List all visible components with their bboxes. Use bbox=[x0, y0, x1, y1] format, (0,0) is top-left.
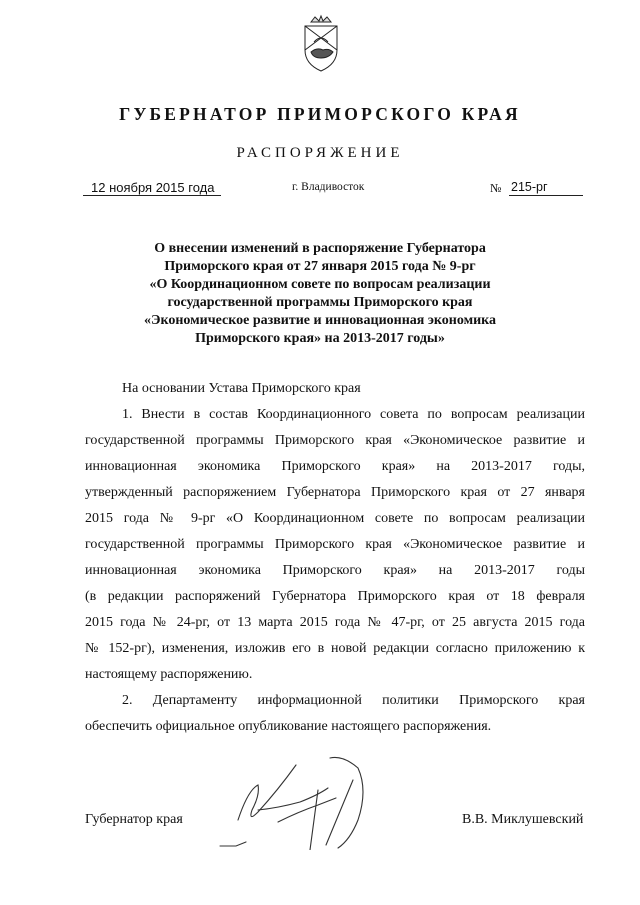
handwritten-signature bbox=[218, 750, 408, 850]
heading-line: О внесении изменений в распоряжение Губернатора bbox=[154, 241, 486, 256]
item-1-line: настоящему распоряжению. bbox=[85, 667, 253, 682]
governor-title: ГУБЕРНАТОР ПРИМОРСКОГО КРАЯ bbox=[119, 104, 521, 124]
item-2-line: 2. Департаменту информационной политики Приморского края bbox=[122, 693, 585, 708]
item-1-line: 2015 года № 24-рг, от 13 марта 2015 года № 47-рг, от 25 августа 2015 года bbox=[85, 615, 585, 630]
item-1-line: утвержденный распоряжением Губернатора Приморского края от 27 января bbox=[85, 485, 585, 500]
heading-line: «Экономическое развитие и инновационная экономика bbox=[143, 313, 497, 328]
item-1-line: государственной программы Приморского края «Экономическое развитие и bbox=[85, 433, 585, 448]
item-1-line: 2015 года № 9-рг «О Координационном совете по вопросам реализации bbox=[85, 511, 585, 526]
item-1-line: инновационная экономика Приморского края» на 2013-2017 годы, bbox=[85, 459, 585, 474]
basis-paragraph bbox=[85, 376, 585, 402]
document-city: г. Владивосток bbox=[292, 181, 365, 193]
document-date: 12 ноября 2015 года bbox=[83, 180, 221, 196]
signatory-position: Губернатор края bbox=[85, 812, 183, 827]
document-heading bbox=[80, 240, 560, 348]
coat-of-arms-emblem bbox=[297, 14, 345, 74]
item-1-paragraph bbox=[85, 402, 585, 688]
item-1-line: (в редакции распоряжений Губернатора Приморского края от 18 февраля bbox=[85, 589, 585, 604]
heading-line: Приморского края от 27 января 2015 года № 9-рг bbox=[164, 259, 476, 274]
item-2-paragraph bbox=[85, 688, 585, 740]
basis-text: На основании Устава Приморского края bbox=[122, 381, 361, 396]
item-2-line: обеспечить официальное опубликование настоящего распоряжения. bbox=[85, 719, 492, 734]
item-1-line: государственной программы Приморского края «Экономическое развитие и bbox=[85, 537, 585, 552]
document-number: 215-рг bbox=[509, 180, 583, 196]
signatory-name: В.В. Миклушевский bbox=[462, 812, 584, 827]
item-1-line: 1. Внести в состав Координационного совета по вопросам реализации bbox=[122, 407, 585, 422]
heading-line: Приморского края» на 2013-2017 годы» bbox=[195, 331, 445, 346]
item-1-line: № 152-рг), изменения, изложив его в новой редакции согласно приложению к bbox=[85, 641, 585, 656]
heading-line: «О Координационном совете по вопросам реализации bbox=[149, 277, 491, 292]
item-1-line: инновационная экономика Приморского края» на 2013-2017 годы bbox=[85, 563, 585, 578]
document-type: РАСПОРЯЖЕНИЕ bbox=[236, 145, 404, 161]
document-number-label: № bbox=[490, 181, 502, 195]
heading-line: государственной программы Приморского края bbox=[167, 295, 473, 310]
